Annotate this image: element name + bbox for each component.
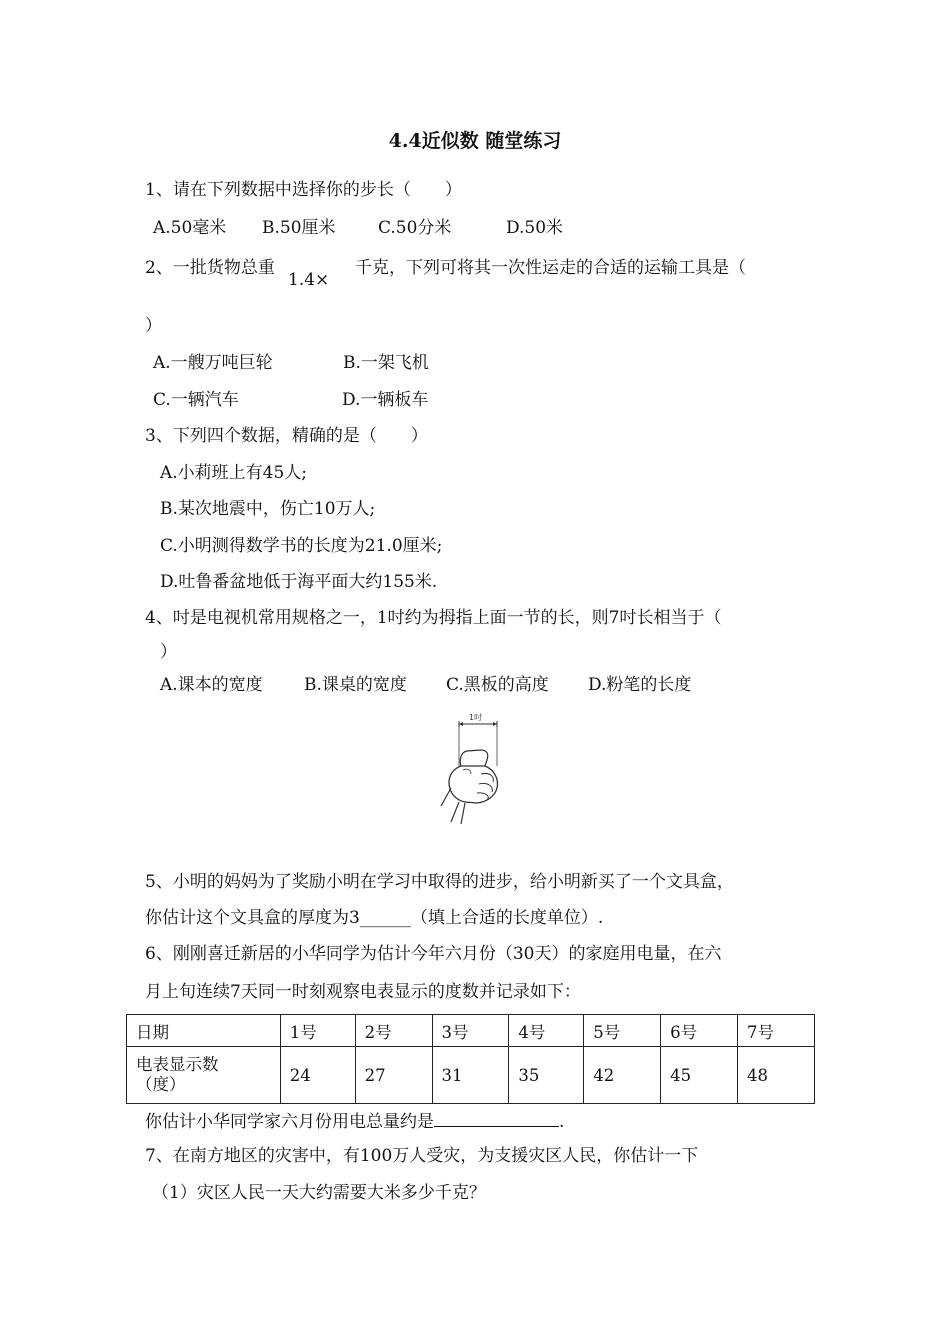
table-cell: 48 — [738, 1047, 815, 1104]
thumb-inch-illustration — [437, 708, 507, 826]
q4-option-a: A.课本的宽度 — [160, 675, 263, 695]
table-cell: 45 — [661, 1047, 738, 1104]
table-row — [127, 1047, 815, 1104]
table-header-cell: 7号 — [738, 1015, 815, 1047]
table-header-cell: 6号 — [661, 1015, 738, 1047]
q3-option-a: A.小莉班上有45人; — [160, 463, 308, 483]
question-7-stem: 7、在南方地区的灾害中，有100万人受灾，为支援灾区人民，你估计一下 — [145, 1146, 699, 1166]
question-5-line-1: 5、小明的妈妈为了奖励小明在学习中取得的进步，给小明新买了一个文具盒， — [145, 872, 734, 892]
q2-option-b: B.一架飞机 — [343, 353, 429, 373]
q3-option-c: C.小明测得数学书的长度为21.0厘米; — [160, 536, 443, 556]
q1-option-a: A.50毫米 — [153, 218, 227, 238]
q2-option-c: C.一辆汽车 — [153, 390, 239, 410]
q2-option-d: D.一辆板车 — [342, 390, 429, 410]
q4-option-b: B.课桌的宽度 — [304, 675, 407, 695]
question-6-answer-line — [145, 1108, 564, 1132]
q6-answer-period: . — [559, 1112, 565, 1132]
table-header-row — [127, 1015, 815, 1047]
row-label-main: 电表显示数 — [136, 1055, 219, 1075]
q2-option-a: A.一艘万吨巨轮 — [153, 353, 273, 373]
table-cell: 42 — [584, 1047, 661, 1104]
q4-option-d: D.粉笔的长度 — [588, 675, 692, 695]
q2-formula: 1.4× — [288, 270, 330, 290]
q1-option-c: C.50分米 — [378, 218, 452, 238]
page-title: 4.4近似数 随堂练习 — [388, 130, 562, 152]
question-6-line-2: 月上旬连续7天同一时刻观察电表显示的度数并记录如下： — [145, 982, 581, 1002]
table-cell: 35 — [509, 1047, 584, 1104]
table-header-cell: 日期 — [127, 1015, 281, 1047]
q6-answer-prompt: 你估计小华同学家六月份用电总量约是 — [145, 1112, 434, 1132]
question-4-stem-a: 4、吋是电视机常用规格之一，1吋约为拇指上面一节的长，则7吋长相当于（ — [145, 608, 722, 628]
table-header-cell: 2号 — [355, 1015, 432, 1047]
inch-figure-label: 1吋 — [469, 713, 483, 722]
q3-option-d: D.吐鲁番盆地低于海平面大约155米. — [160, 572, 438, 592]
question-3-stem: 3、下列四个数据，精确的是（ ） — [145, 426, 428, 446]
q1-option-d: D.50米 — [506, 218, 564, 238]
row-label-unit: （度） — [136, 1075, 186, 1094]
question-2-stem-c: ） — [145, 316, 162, 336]
question-1-stem: 1、请在下列数据中选择你的步长（ ） — [145, 180, 462, 200]
question-2-stem-a: 2、一批货物总重 — [145, 258, 275, 278]
table-header-cell: 4号 — [509, 1015, 584, 1047]
table-header-cell: 5号 — [584, 1015, 661, 1047]
question-2-stem-b: 千克，下列可将其一次性运走的合适的运输工具是（ — [355, 258, 746, 278]
question-7-sub-1: （1）灾区人民一天大约需要大米多少千克？ — [152, 1183, 486, 1203]
q3-option-b: B.某次地震中，伤亡10万人; — [160, 499, 376, 519]
table-header-cell: 3号 — [432, 1015, 509, 1047]
row-label-cell — [127, 1047, 281, 1104]
question-5-line-2: 你估计这个文具盒的厚度为3______（填上合适的长度单位）. — [145, 908, 604, 928]
table-header-cell: 1号 — [280, 1015, 355, 1047]
question-4-stem-b: ） — [160, 642, 177, 662]
table-cell: 24 — [280, 1047, 355, 1104]
meter-reading-table — [126, 1014, 815, 1104]
q4-option-c: C.黑板的高度 — [446, 675, 549, 695]
question-6-line-1: 6、刚刚喜迁新居的小华同学为估计今年六月份（30天）的家庭用电量，在六 — [145, 944, 722, 964]
table-cell: 27 — [355, 1047, 432, 1104]
q1-option-b: B.50厘米 — [262, 218, 336, 238]
table-cell: 31 — [432, 1047, 509, 1104]
answer-blank[interactable] — [434, 1108, 559, 1127]
